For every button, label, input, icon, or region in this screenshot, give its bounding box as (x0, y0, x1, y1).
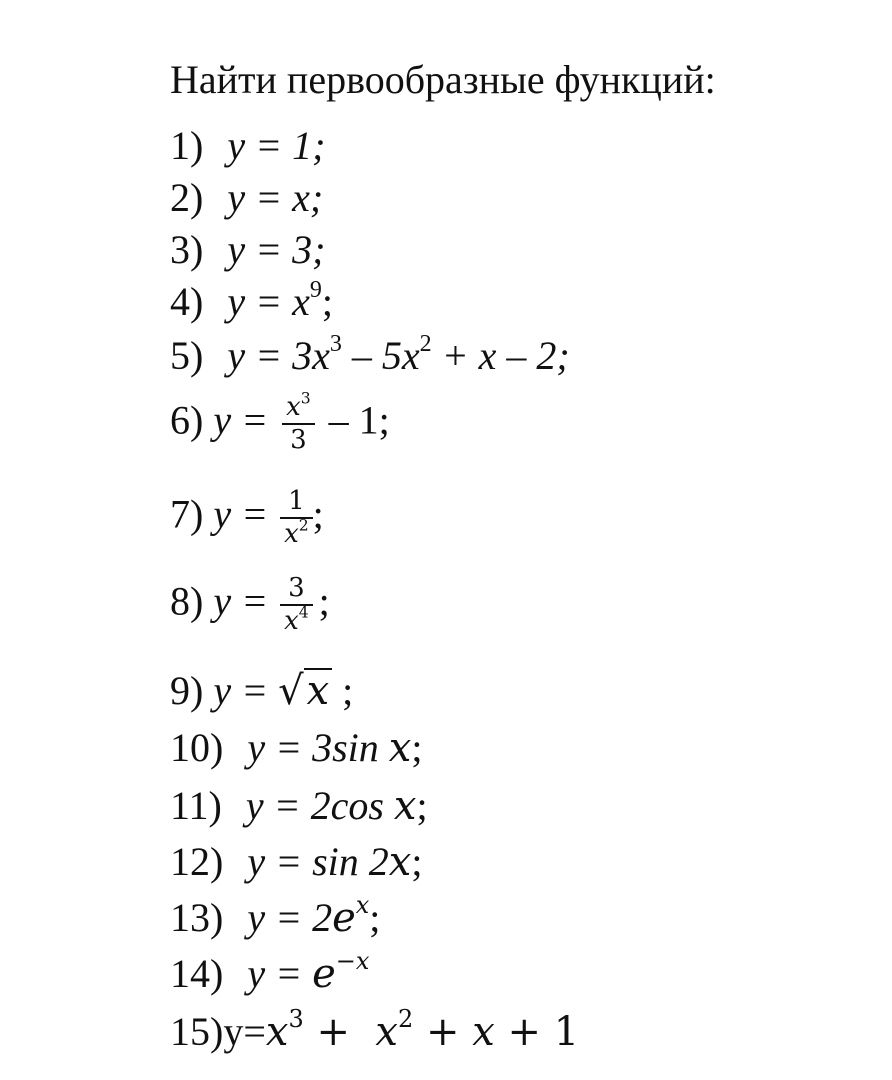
equation-lhs: y = (213, 578, 269, 624)
equation-tail: ; (411, 725, 423, 770)
exponent-a: 3 (329, 331, 342, 357)
equation-tail: ; (342, 668, 354, 713)
term-x-cubed: x (265, 1009, 289, 1055)
problem-number: 3) (170, 227, 204, 272)
problem-number: 2) (170, 175, 204, 220)
term-a: y = 3x (227, 333, 330, 378)
equation-lhs: y = (213, 668, 269, 713)
problem-number: 1) (170, 123, 204, 168)
problem-7 (170, 486, 324, 550)
equation-tail: ; (411, 839, 423, 884)
numerator-exponent: 3 (300, 389, 311, 408)
problem-12 (170, 839, 423, 885)
plus-sign-2: + (413, 1009, 473, 1055)
fraction-denominator (280, 603, 313, 637)
variable: x (388, 725, 412, 771)
exponent-b: 2 (419, 331, 432, 357)
fraction-denominator (280, 516, 313, 550)
denominator-exponent: 4 (298, 603, 309, 622)
base-e: e (312, 951, 336, 997)
exponent: x (355, 891, 370, 919)
problem-number: 8) (170, 578, 204, 624)
fraction (280, 486, 313, 550)
equation: y = 1; (227, 123, 326, 168)
square-root-sign: √ (278, 668, 304, 714)
problem-10 (170, 725, 423, 771)
equation-lhs: y = 3sin (247, 725, 379, 770)
problem-number: 15)y= (170, 1009, 266, 1054)
equation-tail: – 1; (328, 397, 390, 443)
problem-9 (170, 668, 353, 712)
denominator-exponent: 2 (298, 516, 309, 535)
radicand: x (304, 668, 333, 712)
page-title: Найти первообразные функций: (170, 57, 716, 102)
equation-lhs: y = (213, 397, 269, 443)
term-b: – 5x (341, 333, 420, 378)
fraction-numerator (282, 389, 315, 425)
problem-number: 9) (170, 668, 204, 713)
problem-14 (170, 947, 370, 997)
variable: x (388, 839, 412, 885)
term-x: x (472, 1009, 495, 1055)
problem-13 (170, 891, 381, 941)
problem-5 (170, 331, 570, 378)
variable: x (393, 783, 417, 829)
base-e: e (332, 895, 356, 941)
exponent-2: 2 (397, 1005, 414, 1033)
problem-8 (170, 573, 330, 637)
fraction (282, 389, 315, 456)
problem-2 (170, 175, 324, 220)
equation-tail: ; (318, 578, 330, 624)
equation-lhs: y = 2 (247, 895, 333, 940)
problem-number: 5) (170, 333, 204, 378)
equation-lhs: y = (213, 491, 269, 537)
exponent: −x (335, 947, 370, 975)
equation-tail: ; (369, 895, 381, 940)
numerator-var: x (286, 392, 301, 422)
term-c: + x – 2; (431, 333, 570, 378)
equation: y = x; (227, 175, 324, 220)
problem-number: 11) (170, 783, 222, 828)
term-x-squared: x (375, 1009, 398, 1055)
equation-lhs: y = sin 2 (247, 839, 389, 884)
denominator-var: x (284, 519, 299, 550)
problem-number: 4) (170, 279, 204, 324)
equation-lhs: y = 2cos (245, 783, 384, 828)
fraction-numerator: 1 (280, 486, 313, 519)
problem-11 (170, 783, 428, 829)
problem-4 (170, 277, 333, 324)
problem-number: 13) (170, 895, 224, 940)
problem-number: 7) (170, 491, 204, 537)
equation: y = 3; (227, 227, 326, 272)
problem-6 (170, 389, 390, 456)
problem-1 (170, 123, 326, 168)
problem-15 (170, 1005, 580, 1055)
equation-tail: ; (416, 783, 428, 828)
equation-lhs: y = x (227, 279, 310, 324)
problem-number: 14) (170, 951, 224, 996)
fraction-denominator: 3 (290, 425, 307, 456)
equation-tail: ; (312, 491, 324, 537)
problem-number: 6) (170, 397, 204, 443)
exponent-3: 3 (288, 1005, 304, 1033)
problem-3 (170, 227, 326, 272)
denominator-var: x (284, 606, 299, 637)
exponent: 9 (309, 277, 322, 303)
plus-one: + 1 (494, 1009, 580, 1055)
equation-tail: ; (321, 279, 333, 324)
plus-sign-1: + (303, 1009, 376, 1055)
fraction (280, 573, 313, 637)
problem-number: 10) (170, 725, 224, 770)
fraction-numerator: 3 (280, 573, 313, 606)
problem-number: 12) (170, 839, 224, 884)
equation-lhs: y = (247, 951, 313, 996)
